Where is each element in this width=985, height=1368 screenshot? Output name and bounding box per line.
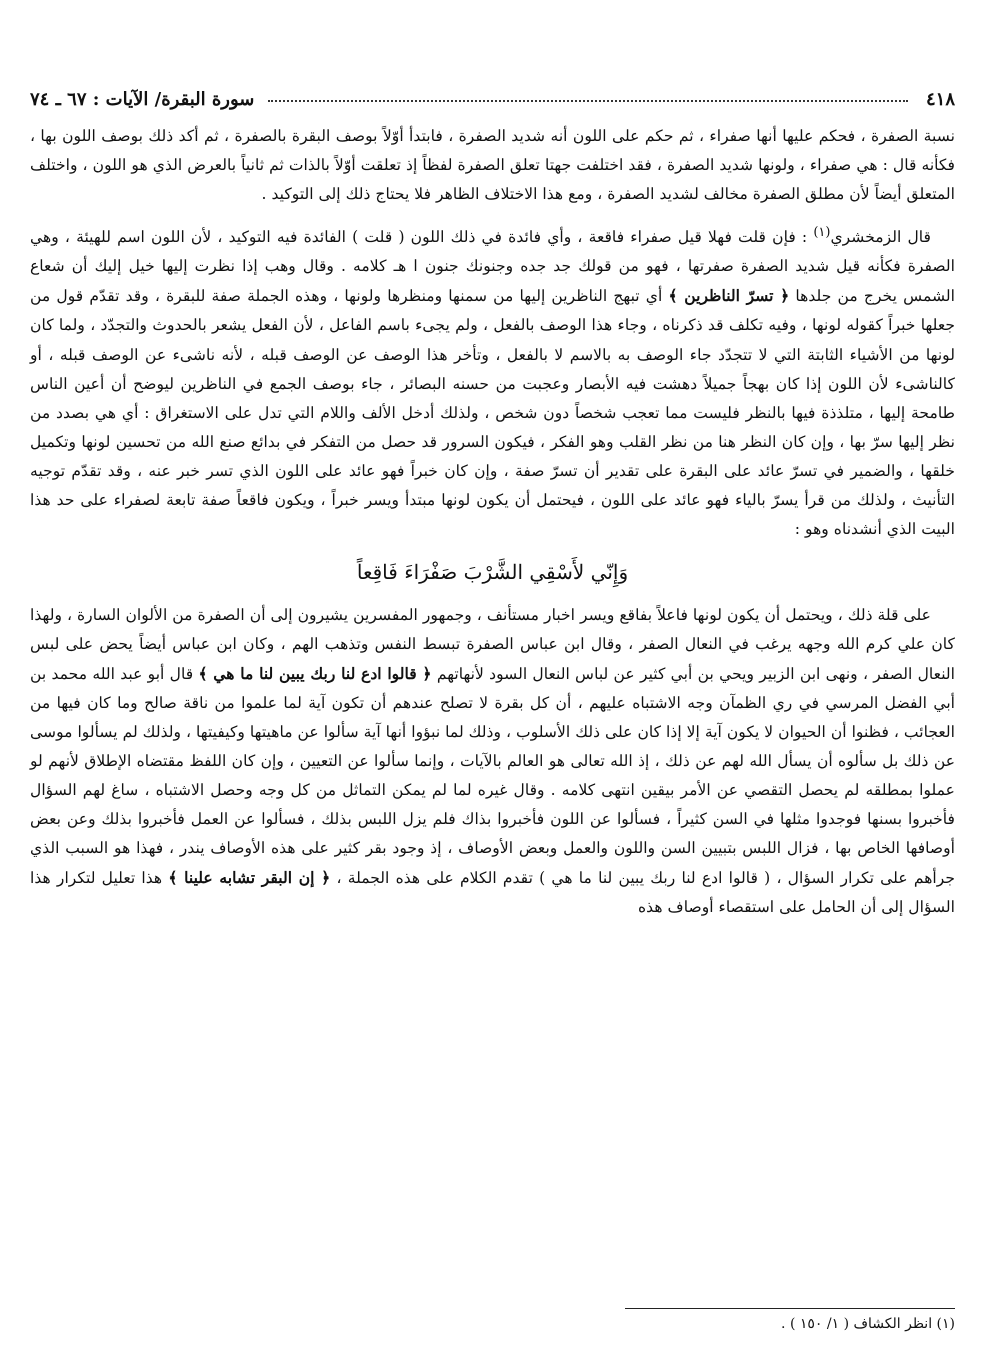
paragraph-2-intro: قال الزمخشري <box>830 228 931 247</box>
paragraph-3-text-c: هذا تعليل لتكرار هذا السؤال إلى أن الحامل على استقصاء أوصاف هذه <box>30 869 955 917</box>
header-dotted-leader <box>268 100 908 102</box>
paragraph-3-text-b: قال أبو عبد الله محمد بن أبي الفضل المرسي في ري الظمآن وجه الاشتباه عليهم ، أن كل بقرة لا تصلح عندهم أن تكون آية لما علموا من ناقة صالح وما كان فيها من العجائب ، فظنوا أن الحيوان لا يكون آية إلا إذا كان على ذلك الأسلوب ، وذلك لما نبؤوا أنها آية سألوا عن ماهيتها وكيفيتها ، ولذلك لم يسألوا موسى عن ذلك بل سألوه أن يسأل الله لهم عن ذلك ، إذ الله تعالى هو العالم بالآيات ، وإنما سألوا عن التعيين ، وإن كان اللفظ مقتضاه الإطلاق لأنهم لو عملوا بمطلقه لم يحصل التقصي عن الأمر بيقين انتهى كلامه . وقال غيره لما لم يمكن التماثل من كل وجه وحصل الاشتباه ، ساغ لهم السؤال فأخبروا بسنها فوجدوا مثلها في السن كثيراً ، فسألوا عن اللون فأخبروا بذاك فلم يزل اللبس بذلك ، فسألوا عن العمل فأخبروا بذلك وعن بعض أوصافها الخاص بها ، فزال اللبس بتبيين السن واللون والعمل وبعض الأوصاف ، إذ وجود بقر كثير على هذه الأوصاف يندر ، فهذا هو السبب الذي جرأهم على تكرار السؤال ، ( قالوا ادع لنا ربك يبين لنا ما هي ) تقدم الكلام على هذه الجملة ، <box>30 664 955 888</box>
footnote-mark: (١) <box>813 225 831 241</box>
poetry-verse: وَإِنّي لأَسْقِي الشَّرْبَ صَفْرَاءَ فَاقِعاً <box>356 559 629 584</box>
paragraph-1: نسبة الصفرة ، فحكم عليها أنها صفراء ، ثم حكم على اللون أنه شديد الصفرة ، فابتدأ أوّلاً بوصف البقرة بالصفرة ، ثم أكد ذلك بوصف اللون بها ، فكأنه قال : هي صفراء ، ولونها شديد الصفرة ، فقد اختلفت جهتا تعلق الصفرة لفظاً إذ تعلقت أوّلاً بالذات ثم ثانياً بالعرض الذي هو اللون ، واختلف المتعلق أيضاً لأن مطلق الصفرة مخالف لشديد الصفرة ، ومع هذا الاختلاف الظاهر فلا يحتاج ذلك إلى التوكيد . <box>30 127 955 204</box>
main-text <box>30 122 955 922</box>
paragraph-3 <box>30 601 955 923</box>
paragraph-2 <box>30 218 955 544</box>
running-title: سورة البقرة/ الآيات : ٦٧ ـ ٧٤ <box>30 88 255 110</box>
paragraph-2-text-a: : فإن قلت فهلا قيل صفراء فاقعة ، وأي فائدة في ذلك اللون ( قلت ) الفائدة فيه التوكيد ، لأن اللون اسم للهيئة ، وهي الصفرة فكأنه قيل شديد الصفرة صفرتها ، فهو من قولك جد جده وجنونك جنون ا هـ كلامه . وقال وهب إذا نظرت إليها خيل إليك أن شعاع الشمس يخرج من جلدها <box>30 228 955 306</box>
quran-quote: ﴿ قالوا ادع لنا ربك يبين لنا ما هي ﴾ <box>198 663 432 683</box>
paragraph-3-text-a: على قلة ذلك ، ويحتمل أن يكون لونها فاعلاً بفاقع ويسر اخبار مستأنف ، وجمهور المفسرين يشيرون إلى أن الصفرة من الألوان السارة ، ولهذا كان علي كرم الله وجهه يرغب في النعال الصفر ، وقال ابن عباس الصفرة تبسط النفس وتذهب الهم ، وكان ابن عباس أيضاً يحض على لبس النعال الصفر ، ونهى ابن الزبير ويحي بن أبي كثير عن لباس النعال السود لأنهاتهم <box>30 605 955 683</box>
footnote-separator <box>625 1308 955 1309</box>
quran-quote: ﴿ إن البقر تشابه علينا ﴾ <box>168 868 331 888</box>
quran-quote: ﴿ تسرّ الناظرين ﴾ <box>668 286 790 306</box>
footnote: (١) انظر الكشاف ( ١/ ١٥٠ ) . <box>781 1316 955 1332</box>
page-header <box>30 84 955 114</box>
paragraph-2-text-b: أي تبهج الناظرين إليها من سمنها ومنظرها ولونها ، وهذه الجملة صفة للبقرة ، وقد تقدّم قول من جعلها خبراً كقوله لونها ، وفيه تكلف قد ذكرناه ، وجاء هذا الوصف بالفعل ، ولم يجىء باسم الفاعل ، لأن الفعل يشعر بالحدوث والتجدّد ، ولما كان لونها من الأشياء الثابتة التي لا تتجدّد جاء الوصف به بالاسم لا بالفعل ، وتأخر هذا الوصف عن الوصف قبله ، لأنه ناشىء عن الوصف قبله ، أو كالناشىء لأن اللون إذا كان بهجاً جميلاً دهشت فيه الأبصار وعجبت من حسنه البصائر ، جاء بوصف الجمع في الناظرين ليوضح أن أعين الناس طامحة إليها ، متلذذة فيها بالنظر فليست مما تعجب شخصاً دون شخص ، ولذلك أدخل الألف واللام التي تدل على الاستغراق : أي هي بصدد من نظر إليها سرّ بها ، وإن كان النظر هنا من نظر القلب وهو الفكر ، فيكون السرور قد حصل من التفكر في بدائع صنع الله من تحسين لونها وتكميل خلقها ، والضمير في تسرّ عائد على البقرة على تقدير أن تسرّ صفة ، وإن كان خبراً فهو عائد على اللون الذي تسر خبر عنه ، وقد تقدّم توجيه التأنيث ، ولذلك من قرأ يسرّ بالياء فهو عائد على اللون ، فيحتمل أن يكون لونها مبتدأ ويسر خبراً ، ويكون فاقعاً صفة تابعة لصفراء على حد هذا البيت الذي أنشدناه وهو : <box>30 287 955 538</box>
page-number: ٤١٨ <box>925 88 955 110</box>
